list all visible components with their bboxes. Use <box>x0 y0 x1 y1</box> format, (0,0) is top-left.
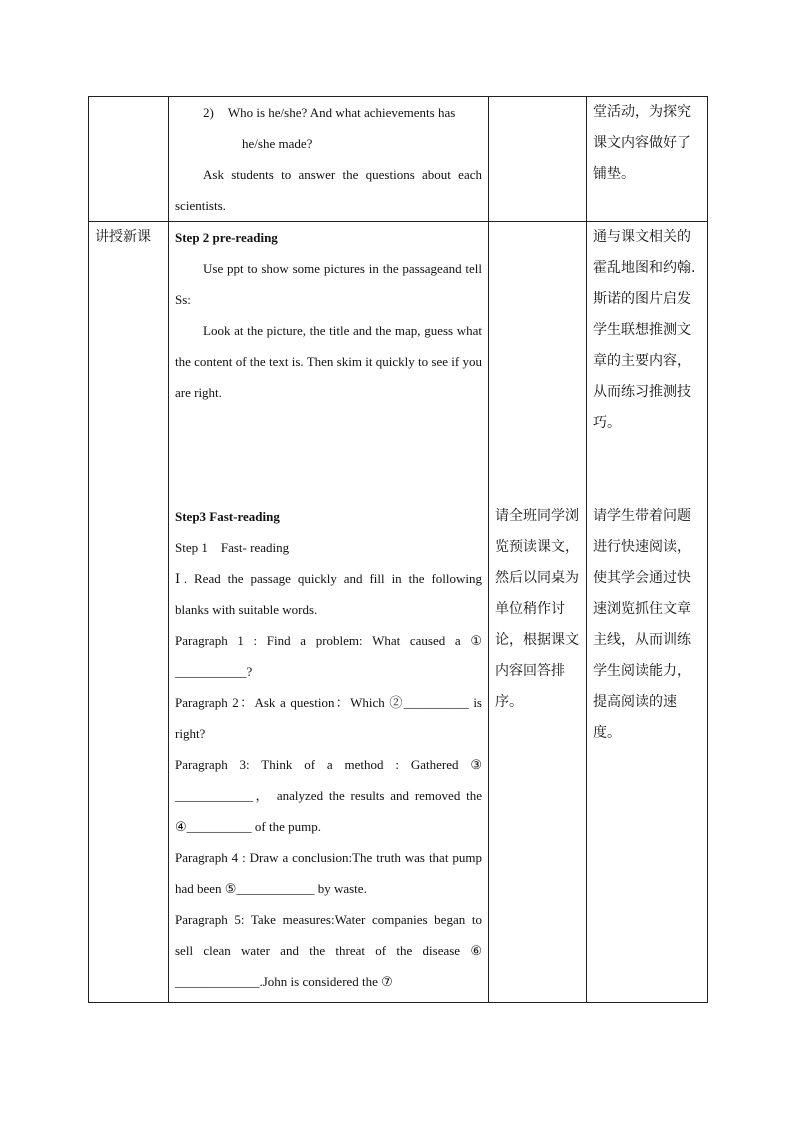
stage-cell <box>89 222 169 1003</box>
paragraph-2-item: Paragraph 2：Ask a question：Which ②__________ is right? <box>175 695 482 741</box>
spacer <box>495 222 580 501</box>
ask-students-text: Ask students to answer the questions about each scientists. <box>175 167 482 213</box>
fast-reading-sub: Step 1 Fast- reading <box>175 540 290 555</box>
lesson-plan-table <box>88 96 708 1003</box>
stage-cell <box>89 97 169 222</box>
activity-cell <box>489 222 587 1003</box>
paragraph-1-item: Paragraph 1 : Find a problem: What caused a ① ___________? <box>175 633 482 679</box>
purpose-text: 堂活动，为探究课文内容做好了铺垫。 <box>593 104 691 182</box>
stage-label: 讲授新课 <box>95 229 151 245</box>
pre-reading-p2: Look at the picture, the title and the map, guess what the content of the text is. Then skim it quickly to see if you are right. <box>175 323 482 400</box>
table-row <box>89 97 708 222</box>
fast-reading-title: Step3 Fast-reading <box>175 509 280 524</box>
question-2-cont: he/she made? <box>242 136 313 151</box>
purpose-cell <box>587 222 708 1003</box>
table-row <box>89 222 708 1003</box>
pre-reading-title: Step 2 pre-reading <box>175 230 278 245</box>
question-2: 2) Who is he/she? And what achievements has <box>203 105 456 120</box>
content-cell <box>169 97 489 222</box>
purpose-cell <box>587 97 708 222</box>
pre-reading-p1: Use ppt to show some pictures in the passageand tell Ss: <box>175 261 482 307</box>
paragraph-4-item: Paragraph 4 : Draw a conclusion:The truth was that pump had been ⑤____________ by waste. <box>175 850 482 896</box>
spacer <box>175 408 482 501</box>
purpose-pre-text: 通与课文相关的霍乱地图和约翰.斯诺的图片启发学生联想推测文章的主要内容，从而练习推测技巧。 <box>593 229 696 431</box>
spacer <box>593 439 701 501</box>
content-cell <box>169 222 489 1003</box>
activity-cell <box>489 97 587 222</box>
purpose-fast-text: 请学生带着问题进行快速阅读，使其学会通过快速浏览抓住文章主线，从而训练学生阅读能力，提高阅读的速度。 <box>593 508 691 741</box>
paragraph-3-item: Paragraph 3: Think of a method : Gathered ③ ____________， analyzed the results and removed the ④__________ of the pump. <box>175 757 482 834</box>
activity-text: 请全班同学浏览预读课文，然后以同桌为单位稍作讨论，根据课文内容回答排序。 <box>495 508 579 710</box>
paragraph-5-item: Paragraph 5: Take measures:Water companies began to sell clean water and the threat of the disease ⑥ _____________.John is considered the ⑦ <box>175 912 482 989</box>
fast-reading-instr: Ⅰ. Read the passage quickly and fill in the following blanks with suitable words. <box>175 571 482 617</box>
